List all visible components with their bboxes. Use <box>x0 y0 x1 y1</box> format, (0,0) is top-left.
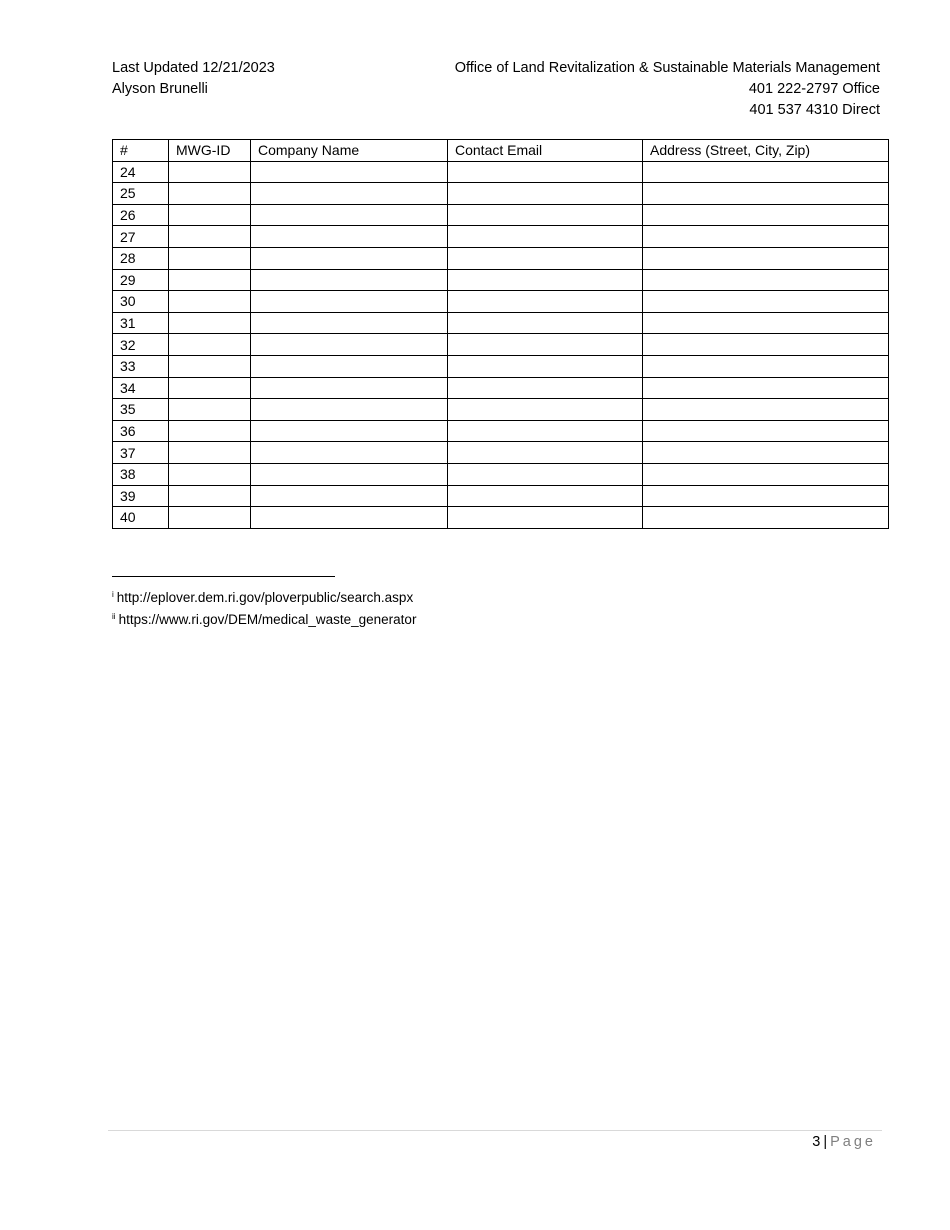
table-row <box>113 204 889 226</box>
cell-number: 25 <box>113 183 169 205</box>
cell-contact-email[interactable] <box>448 442 643 464</box>
cell-company-name[interactable] <box>251 291 448 313</box>
cell-company-name[interactable] <box>251 226 448 248</box>
footnote-link[interactable]: http://eplover.dem.ri.gov/ploverpublic/search.aspx <box>116 590 414 605</box>
cell-contact-email[interactable] <box>448 420 643 442</box>
cell-contact-email[interactable] <box>448 291 643 313</box>
cell-number: 32 <box>113 334 169 356</box>
cell-contact-email[interactable] <box>448 334 643 356</box>
generator-table <box>112 139 889 529</box>
last-updated: Last Updated 12/21/2023 <box>112 60 275 76</box>
cell-company-name[interactable] <box>251 399 448 421</box>
header-right <box>455 58 880 121</box>
cell-mwg-id[interactable] <box>169 420 251 442</box>
cell-mwg-id[interactable] <box>169 507 251 529</box>
cell-contact-email[interactable] <box>448 204 643 226</box>
page-separator: | <box>823 1134 828 1150</box>
cell-mwg-id[interactable] <box>169 183 251 205</box>
cell-company-name[interactable] <box>251 204 448 226</box>
cell-address[interactable] <box>643 291 889 313</box>
column-header-mwg-id: MWG-ID <box>169 140 251 162</box>
cell-company-name[interactable] <box>251 420 448 442</box>
cell-address[interactable] <box>643 269 889 291</box>
office-name: Office of Land Revitalization & Sustainable Materials Management <box>454 60 880 76</box>
cell-contact-email[interactable] <box>448 226 643 248</box>
cell-number: 36 <box>113 420 169 442</box>
cell-contact-email[interactable] <box>448 161 643 183</box>
cell-company-name[interactable] <box>251 334 448 356</box>
cell-company-name[interactable] <box>251 183 448 205</box>
cell-mwg-id[interactable] <box>169 377 251 399</box>
cell-mwg-id[interactable] <box>169 463 251 485</box>
table-row <box>113 161 889 183</box>
cell-mwg-id[interactable] <box>169 247 251 269</box>
footnote-item <box>112 585 416 607</box>
cell-company-name[interactable] <box>251 247 448 269</box>
table-row <box>113 334 889 356</box>
cell-company-name[interactable] <box>251 269 448 291</box>
cell-address[interactable] <box>643 183 889 205</box>
cell-number: 35 <box>113 399 169 421</box>
table-row <box>113 420 889 442</box>
cell-contact-email[interactable] <box>448 507 643 529</box>
column-header-number: # <box>113 140 169 162</box>
table-row <box>113 355 889 377</box>
table-body <box>113 161 889 528</box>
cell-mwg-id[interactable] <box>169 355 251 377</box>
cell-number: 29 <box>113 269 169 291</box>
cell-contact-email[interactable] <box>448 247 643 269</box>
footnote-marker: i <box>112 590 114 599</box>
footer-divider <box>108 1130 882 1131</box>
table-row <box>113 183 889 205</box>
cell-number: 39 <box>113 485 169 507</box>
footnote-separator <box>112 576 335 577</box>
cell-number: 28 <box>113 247 169 269</box>
cell-contact-email[interactable] <box>448 312 643 334</box>
cell-mwg-id[interactable] <box>169 399 251 421</box>
cell-company-name[interactable] <box>251 463 448 485</box>
cell-company-name[interactable] <box>251 355 448 377</box>
footnote-item <box>112 607 416 629</box>
cell-number: 24 <box>113 161 169 183</box>
table-row <box>113 399 889 421</box>
cell-company-name[interactable] <box>251 485 448 507</box>
column-header-address: Address (Street, City, Zip) <box>643 140 889 162</box>
cell-address[interactable] <box>643 399 889 421</box>
cell-address[interactable] <box>643 204 889 226</box>
cell-address[interactable] <box>643 247 889 269</box>
table-row <box>113 377 889 399</box>
cell-contact-email[interactable] <box>448 269 643 291</box>
cell-number: 37 <box>113 442 169 464</box>
cell-company-name[interactable] <box>251 377 448 399</box>
cell-mwg-id[interactable] <box>169 442 251 464</box>
cell-address[interactable] <box>643 312 889 334</box>
cell-number: 27 <box>113 226 169 248</box>
cell-mwg-id[interactable] <box>169 226 251 248</box>
footnotes <box>112 585 416 629</box>
cell-address[interactable] <box>643 485 889 507</box>
cell-address[interactable] <box>643 355 889 377</box>
table-row <box>113 442 889 464</box>
cell-mwg-id[interactable] <box>169 485 251 507</box>
cell-address[interactable] <box>643 226 889 248</box>
cell-mwg-id[interactable] <box>169 161 251 183</box>
header-left <box>112 58 275 100</box>
footnote-link[interactable]: https://www.ri.gov/DEM/medical_waste_generator <box>118 612 417 627</box>
cell-address[interactable] <box>643 507 889 529</box>
table-row <box>113 312 889 334</box>
cell-company-name[interactable] <box>251 507 448 529</box>
cell-contact-email[interactable] <box>448 463 643 485</box>
cell-number: 40 <box>113 507 169 529</box>
cell-company-name[interactable] <box>251 161 448 183</box>
cell-mwg-id[interactable] <box>169 204 251 226</box>
cell-number: 38 <box>113 463 169 485</box>
cell-contact-email[interactable] <box>448 377 643 399</box>
cell-contact-email[interactable] <box>448 183 643 205</box>
table-row <box>113 291 889 313</box>
cell-number: 30 <box>113 291 169 313</box>
table-row <box>113 507 889 529</box>
cell-number: 26 <box>113 204 169 226</box>
cell-address[interactable] <box>643 334 889 356</box>
cell-address[interactable] <box>643 463 889 485</box>
cell-company-name[interactable] <box>251 442 448 464</box>
cell-mwg-id[interactable] <box>169 312 251 334</box>
office-phone: 401 222-2797 Office <box>748 81 880 97</box>
cell-mwg-id[interactable] <box>169 334 251 356</box>
cell-contact-email[interactable] <box>448 355 643 377</box>
cell-address[interactable] <box>643 161 889 183</box>
page-number: 3 <box>812 1134 821 1150</box>
cell-address[interactable] <box>643 442 889 464</box>
cell-number: 33 <box>113 355 169 377</box>
column-header-company-name: Company Name <box>251 140 448 162</box>
direct-phone: 401 537 4310 Direct <box>749 102 880 118</box>
cell-company-name[interactable] <box>251 312 448 334</box>
table-row <box>113 247 889 269</box>
column-header-contact-email: Contact Email <box>448 140 643 162</box>
cell-number: 34 <box>113 377 169 399</box>
table-row <box>113 485 889 507</box>
footnote-marker: ii <box>112 612 116 621</box>
cell-mwg-id[interactable] <box>169 291 251 313</box>
table-row <box>113 463 889 485</box>
cell-contact-email[interactable] <box>448 485 643 507</box>
page-footer <box>812 1134 876 1150</box>
page-label: Page <box>830 1134 876 1150</box>
table-row <box>113 226 889 248</box>
table-row <box>113 269 889 291</box>
author-name: Alyson Brunelli <box>112 81 208 97</box>
table-header-row <box>113 140 889 162</box>
cell-number: 31 <box>113 312 169 334</box>
cell-mwg-id[interactable] <box>169 269 251 291</box>
cell-address[interactable] <box>643 377 889 399</box>
cell-contact-email[interactable] <box>448 399 643 421</box>
cell-address[interactable] <box>643 420 889 442</box>
